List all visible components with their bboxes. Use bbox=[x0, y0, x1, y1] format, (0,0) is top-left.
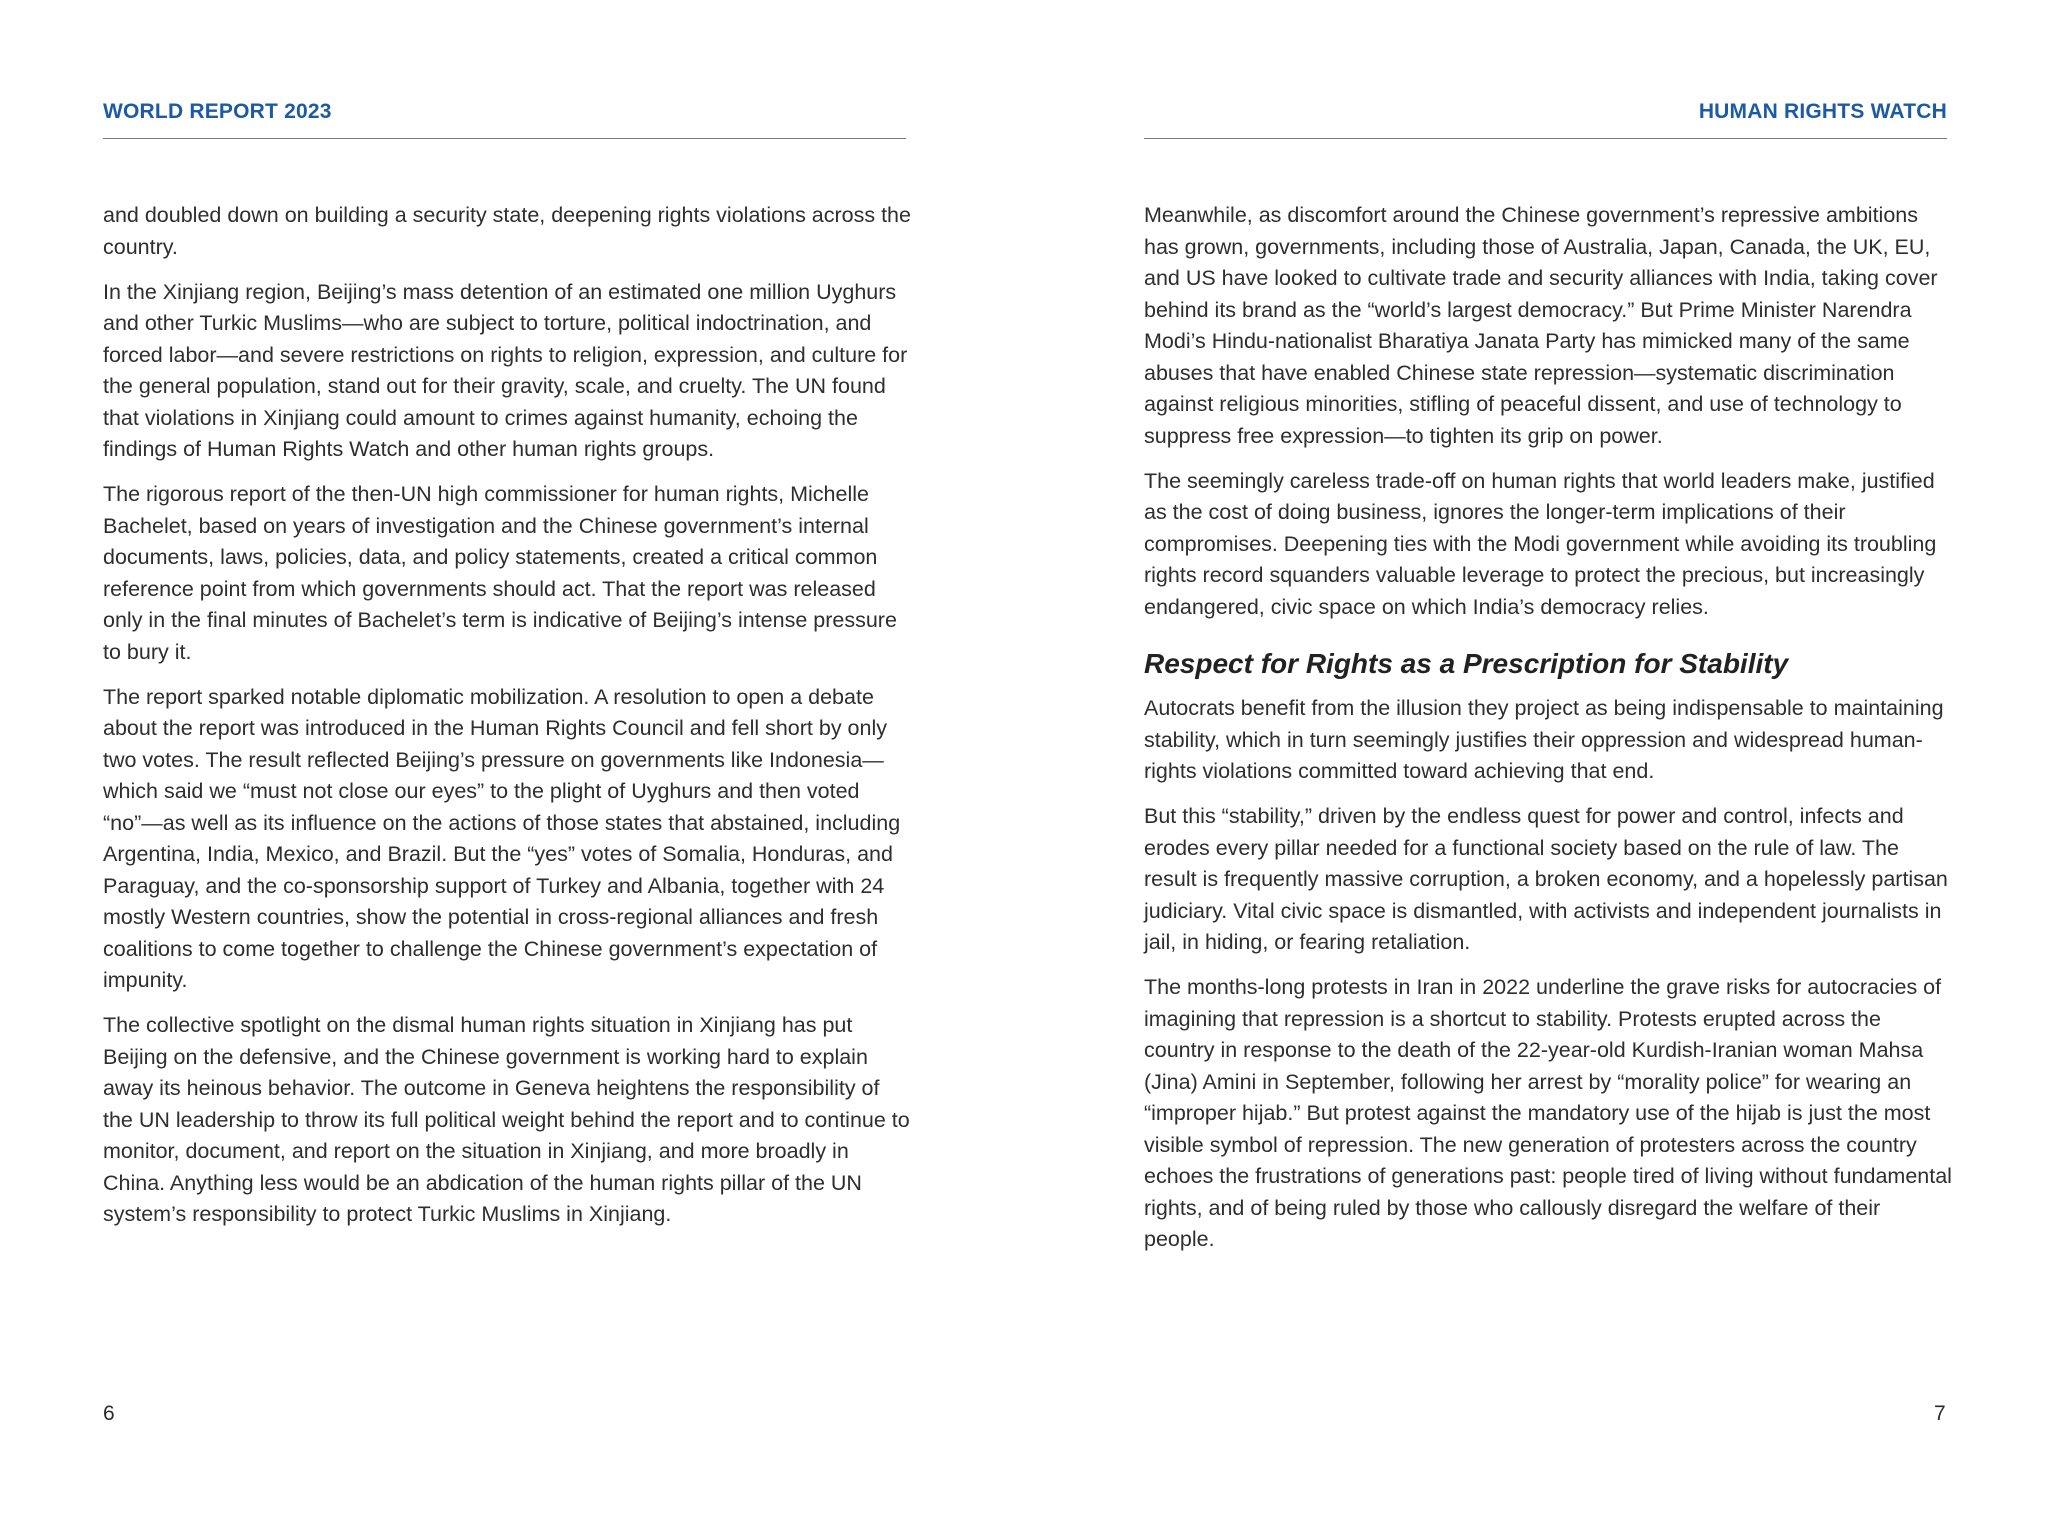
left-text-column bbox=[103, 200, 913, 1244]
paragraph: Meanwhile, as discomfort around the Chinese government’s repressive ambitions has grown, governments, including those of Australia, Japan, Canada, the UK, EU, and US have looked to cultivate trade and security alliances with India, taking cover behind its brand as the “world’s largest democracy.” But Prime Minister Narendra Modi’s Hindu-nationalist Bharatiya Janata Party has mimicked many of the same abuses that have enabled Chinese state repression—systematic discrimination against religious minorities, stifling of peaceful dissent, and use of technology to suppress free expression—to tighten its grip on power. bbox=[1144, 203, 1938, 448]
section-heading: Respect for Rights as a Prescription for Stability bbox=[1144, 648, 1789, 679]
running-head-left: WORLD REPORT 2023 bbox=[103, 100, 906, 139]
paragraph: But this “stability,” driven by the endless quest for power and control, infects and erodes every pillar needed for a functional society based on the rule of law. The result is frequently massive corruption, a broken economy, and a hopelessly partisan judiciary. Vital civic space is dismantled, with activists and independent journalists in jail, in hiding, or fearing retaliation. bbox=[1144, 804, 1948, 954]
right-page bbox=[1024, 0, 2048, 1536]
right-text-column bbox=[1144, 200, 1954, 1269]
page-number-left: 6 bbox=[103, 1402, 115, 1425]
paragraph: The months-long protests in Iran in 2022 underline the grave risks for autocracies of imagining that repression is a shortcut to stability. Protests erupted across the country in response to the death of the 22-year-old Kurdish-Iranian woman Mahsa (Jina) Amini in September, following her arrest by “morality police” for wearing an “improper hijab.” But protest against the mandatory use of the hijab is just the most visible symbol of repression. The new generation of protesters across the country echoes the frustrations of generations past: people tired of living without fundamental rights, and of being ruled by those who callously disregard the welfare of their people. bbox=[1144, 975, 1952, 1251]
page-number-right: 7 bbox=[1934, 1402, 1946, 1425]
running-head-right: HUMAN RIGHTS WATCH bbox=[1144, 100, 1947, 139]
paragraph: The report sparked notable diplomatic mobilization. A resolution to open a debate about the report was introduced in the Human Rights Council and fell short by only two votes. The result reflected Beijing’s pressure on governments like Indonesia—which said we “must not close our eyes” to the plight of Uyghurs and then voted “no”—as well as its influence on the actions of those states that abstained, including Argentina, India, Mexico, and Brazil. But the “yes” votes of Somalia, Honduras, and Paraguay, and the co-sponsorship support of Turkey and Albania, together with 24 mostly Western countries, show the potential in cross-regional alliances and fresh coalitions to come together to challenge the Chinese government’s expectation of impunity. bbox=[103, 684, 901, 992]
paragraph: Autocrats benefit from the illusion they project as being indispensable to maintaining stability, which in turn seemingly justifies their oppression and widespread human-rights violations committed toward achieving that end. bbox=[1144, 696, 1944, 783]
paragraph: The rigorous report of the then-UN high commissioner for human rights, Michelle Bachelet, based on years of investigation and the Chinese government’s internal documents, laws, policies, data, and policy statements, created a critical common reference point from which governments should act. That the report was released only in the final minutes of Bachelet’s term is indicative of Beijing’s intense pressure to bury it. bbox=[103, 482, 897, 664]
paragraph: In the Xinjiang region, Beijing’s mass detention of an estimated one million Uyghurs and other Turkic Muslims—who are subject to torture, political indoctrination, and forced labor—and severe restrictions on rights to religion, expression, and culture for the general population, stand out for their gravity, scale, and cruelty. The UN found that violations in Xinjiang could amount to crimes against humanity, echoing the findings of Human Rights Watch and other human rights groups. bbox=[103, 279, 908, 461]
paragraph: and doubled down on building a security state, deepening rights violations across the country. bbox=[103, 203, 911, 259]
paragraph: The collective spotlight on the dismal human rights situation in Xinjiang has put Beijing on the defensive, and the Chinese government is working hard to explain away its heinous behavior. The outcome in Geneva heightens the responsibility of the UN leadership to throw its full political weight behind the report and to continue to monitor, document, and report on the situation in Xinjiang, and more broadly in China. Anything less would be an abdication of the human rights pillar of the UN system’s responsibility to protect Turkic Muslims in Xinjiang. bbox=[103, 1013, 910, 1226]
paragraph: The seemingly careless trade-off on human rights that world leaders make, justified as the cost of doing business, ignores the longer-term implications of their compromises. Deepening ties with the Modi government while avoiding its troubling rights record squanders valuable leverage to protect the precious, but increasingly endangered, civic space on which India’s democracy relies. bbox=[1144, 468, 1937, 619]
